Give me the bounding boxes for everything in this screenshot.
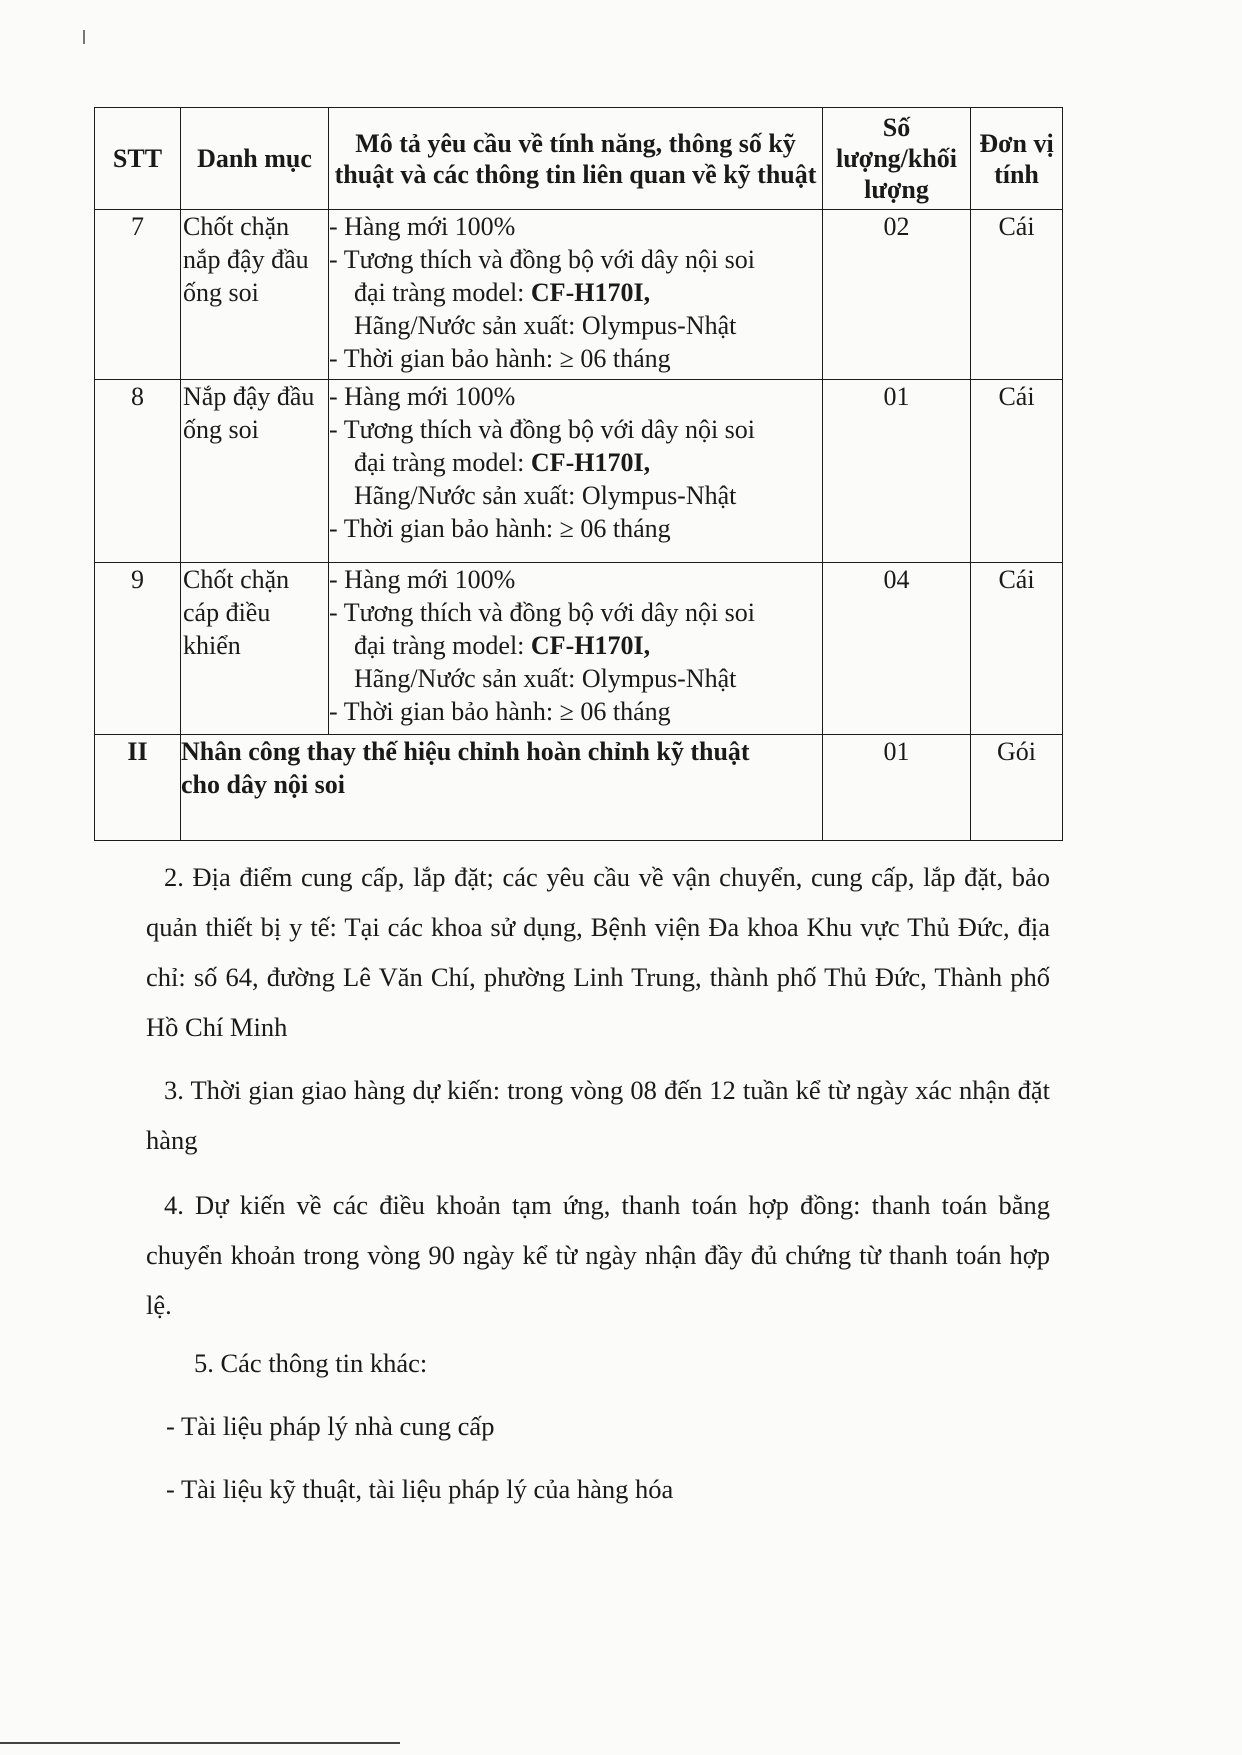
scan-mark (83, 30, 85, 44)
section-ii-title: Nhân công thay thế hiệu chỉnh hoàn chỉnh kỹ thuật cho dây nội soi (181, 735, 823, 841)
row-name: Chốt chặn cáp điều khiển (181, 563, 329, 735)
row-qty: 04 (823, 563, 971, 735)
spec-model-line (329, 446, 822, 479)
row-unit: Cái (971, 210, 1063, 380)
paragraph-delivery-location (146, 852, 1050, 1052)
spec-model-label: đại tràng model: (354, 631, 531, 660)
bullet-technical-documents: - Tài liệu kỹ thuật, tài liệu pháp lý của hàng hóa (166, 1474, 674, 1504)
table-row (95, 380, 1063, 563)
section-ii-qty: 01 (823, 735, 971, 841)
bullet-supplier-documents: - Tài liệu pháp lý nhà cung cấp (166, 1411, 495, 1441)
spec-line: - Hàng mới 100% (329, 382, 516, 411)
paragraph-text: 4. Dự kiến về các điều khoản tạm ứng, thanh toán hợp đồng: thanh toán bằng chuyển khoản trong vòng 90 ngày kể từ ngày nhận đầy đủ chứng từ thanh toán hợp lệ. (146, 1190, 1050, 1320)
table-row (95, 563, 1063, 735)
header-description: Mô tả yêu cầu về tính năng, thông số kỹ thuật và các thông tin liên quan về kỹ thuật (329, 108, 823, 210)
row-stt: 7 (95, 210, 181, 380)
row-spec (329, 380, 823, 563)
spec-line: - Tương thích và đồng bộ với dây nội soi (329, 245, 756, 274)
section-ii-unit: Gói (971, 735, 1063, 841)
paragraph-delivery-time (146, 1065, 1050, 1165)
spec-model-code: CF-H170I, (530, 448, 651, 477)
paragraph-text: 2. Địa điểm cung cấp, lắp đặt; các yêu cầu về vận chuyển, cung cấp, lắp đặt, bảo quản thiết bị y tế: Tại các khoa sử dụng, Bệnh viện Đa khoa Khu vực Thủ Đức, địa chỉ: số 64, đường Lê Văn Chí, phường Linh Trung, thành phố Thủ Đức, Thành phố Hồ Chí Minh (146, 862, 1050, 1042)
row-name: Nắp đậy đầu ống soi (181, 380, 329, 563)
header-quantity: Số lượng/khối lượng (823, 108, 971, 210)
paragraph-payment (146, 1180, 1050, 1330)
row-spec (329, 563, 823, 735)
row-qty: 01 (823, 380, 971, 563)
row-qty: 02 (823, 210, 971, 380)
page-bottom-rule (0, 1742, 400, 1744)
row-unit: Cái (971, 380, 1063, 563)
spec-model-code: CF-H170I, (530, 278, 651, 307)
specification-table (94, 107, 1063, 841)
spec-line: - Hàng mới 100% (329, 212, 516, 241)
spec-line: - Thời gian bảo hành: ≥ 06 tháng (329, 514, 671, 543)
spec-model-code: CF-H170I, (530, 631, 651, 660)
paragraph-text: 3. Thời gian giao hàng dự kiến: trong vòng 08 đến 12 tuần kể từ ngày xác nhận đặt hàng (146, 1075, 1050, 1155)
header-stt: STT (95, 108, 181, 210)
header-category: Danh mục (181, 108, 329, 210)
row-stt: 8 (95, 380, 181, 563)
row-spec (329, 210, 823, 380)
spec-line: - Tương thích và đồng bộ với dây nội soi (329, 598, 756, 627)
spec-line: Hãng/Nước sản xuất: Olympus-Nhật (354, 664, 737, 693)
spec-model-line (329, 276, 822, 309)
spec-line: - Hàng mới 100% (329, 565, 516, 594)
spec-model-label: đại tràng model: (354, 448, 531, 477)
spec-model-line (329, 629, 822, 662)
table-row (95, 210, 1063, 380)
row-unit: Cái (971, 563, 1063, 735)
section-ii-row (95, 735, 1063, 841)
spec-line: Hãng/Nước sản xuất: Olympus-Nhật (354, 481, 737, 510)
row-stt: 9 (95, 563, 181, 735)
spec-line: - Thời gian bảo hành: ≥ 06 tháng (329, 344, 671, 373)
section-ii-stt: II (95, 735, 181, 841)
spec-line: - Thời gian bảo hành: ≥ 06 tháng (329, 697, 671, 726)
spec-model-label: đại tràng model: (354, 278, 531, 307)
paragraph-other-info: 5. Các thông tin khác: (194, 1348, 428, 1378)
table-header-row (95, 108, 1063, 210)
spec-line: Hãng/Nước sản xuất: Olympus-Nhật (354, 311, 737, 340)
spec-line: - Tương thích và đồng bộ với dây nội soi (329, 415, 756, 444)
header-unit: Đơn vị tính (971, 108, 1063, 210)
row-name: Chốt chặn nắp đậy đầu ống soi (181, 210, 329, 380)
